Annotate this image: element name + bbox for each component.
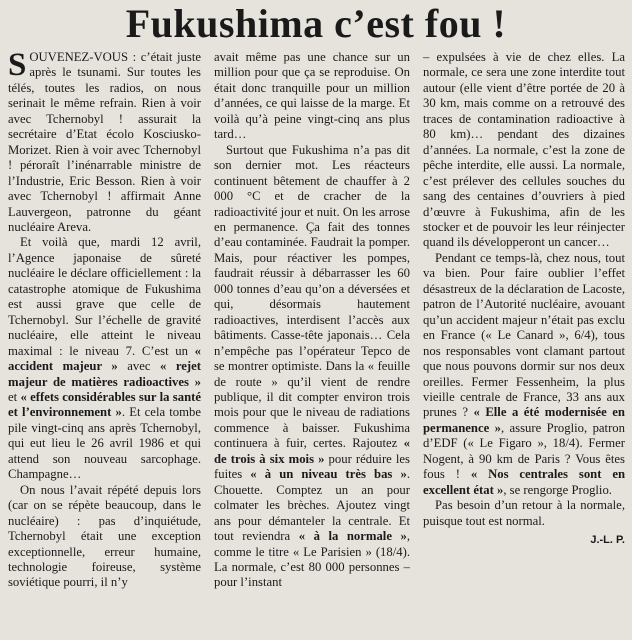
paragraph-text: Surtout que Fukushima n’a pas dit son dernier mot. Les réacteurs continuent bêtement de chauffer à 2 000 °C et de cracher de la radioactivité jour et nuit. On les arrose en permanence. Ça fait des tonnes d’eau contaminée. Faudrait la pomper. Mais, pour réactiver les pompes, faudrait réussir à débarrasser les 60 000 tonnes d’eau qu’on a déversées et qui, désormais hautement radioactives, interdisent l’accès aux bâtiments. Casse-tête japonais… Cela n’empêche pas l’opérateur Tepco de se montrer optimiste. Dans la « feuille de route » qu’il vient de rendre publique, il dit compter environ trois mois pour que le niveau de radiations commence à baisser. Fukushima continuera à fuir, certes. Rajoutez [214,142,410,451]
paragraph-text: : c’était juste après le tsunami. Sur toutes les télés, toutes les radios, on nous serinait le même refrain. Rien à voir avec Tchernobyl ! assurait la secrétaire d’Etat écolo Kosciusko-Morizet. Rien à voir avec Tchernobyl ! péroraît l’inénarrable ministre de l’Industrie, Eric Besson. Rien à voir avec Tchernobyl ! affirmait Anne Lauvergeon, patronne du géant nucléaire Areva. [8,50,201,234]
bold-quote: « effets considérables sur la santé et l’environnement » [8,389,201,420]
paragraph-text: Pendant ce temps-là, chez nous, tout va bien. Pour faire oublier l’effet désastreux de la déclaration de Lacoste, patron de l’Autorité nucléaire, avouant qu’un accident majeur n’était pas exclu en France (« Le Canard », 6/4), tous nos responsables vont clamant partout que nous pouvons dormir sur nos deux oreilles. Fermer Fessenheim, la plus vieille centrale de France, 33 ans aux prunes ? [423,250,625,420]
drop-cap: S [8,47,27,83]
lead-in: OUVENEZ-VOUS [29,50,129,64]
headline: Fukushima c’est fou ! [125,1,507,46]
paragraph-text: pour réduire les fuites [214,451,410,482]
bold-quote: « à un niveau très bas » [250,467,407,482]
paragraph: – expulsées à vie de chez elles. La normale, ce sera une zone interdite tout autour (elle vient d’être portée de 20 à 30 km, mais comme on a retrouvé des traces de contamination radioactive à 80 km)… pendant des dizaines d’années. La normale, c’est la zone de pêche interdite, elle aussi. La normale, c’est prélever des cellules souches du sang des centaines d’ouvriers à pied d’œuvre à Fukushima, afin de les stocker et de pouvoir les leur réinjecter quand ils développeront un cancer… [423,50,625,250]
paragraph-text: Et voilà que, mardi 12 avril, l’Agence japonaise de sûreté nucléaire le déclare officiellement : la catastrophe atomique de Fukushima est aussi grave que celle de Tchernobyl. Sur l’échelle de gravité nucléaire, elle atteint le niveau maximal : le niveau 7. C’est un [8,235,201,358]
paragraph: Pas besoin d’un retour à la normale, puisque tout est normal. [423,498,625,528]
author-signature: J.-L. P. [590,534,625,547]
article-column-3 [423,50,625,549]
article-column-2 [214,50,410,591]
bold-quote: « de trois à six mois » [214,436,410,466]
paragraph-text: avec [117,359,161,374]
paragraph-text: . Chouette. Comptez un an pour colmater les brèches. Ajoutez vingt ans pour démanteler la centrale. Et tout reviendra [214,467,410,544]
paragraph [8,47,201,235]
paragraph-text: , assure Proglio, patron d’EDF (« Le Figaro », 18/4). Fermer Nogent, à 90 km de Paris ? Vous êtes fous ! [423,420,625,482]
paragraph [214,143,410,591]
article-column-1 [8,47,201,591]
bold-quote: « accident majeur » [8,343,201,374]
paragraph-text: et [8,389,21,404]
paragraph-text: , comme le titre « Le Parisien » (18/4). La normale, c’est 80 000 personnes – pour l’instant [214,529,410,590]
paragraph [8,235,201,482]
paragraph [423,251,625,498]
bold-quote: « à la normale » [298,529,407,544]
bold-quote: « rejet majeur de matières radioactives » [8,359,201,389]
paragraph: avait même pas une chance sur un million pour que ça se reproduise. On était donc tranquille pour un million d’années, ce qui laisse de la marge. Et voilà qu’à peine vingt-cinq ans plus tard… [214,50,410,142]
bold-quote: « Nos centrales sont en excellent état » [423,467,626,497]
paragraph-text: , se rengorge Proglio. [503,482,612,497]
bold-quote: « Elle a été modernisée en permanence » [423,405,625,435]
paragraph: On nous l’avait répété depuis lors (car on se répète beaucoup, dans le nucléaire) : pas d’inquiétude, Tchernobyl était une exception exceptionnelle, erreur humaine, technologie foireuse, système soviétique pourri, il n’y [8,482,201,590]
paragraph-text: . Et cela tombe pile vingt-cinq ans après Tchernobyl, qui eut lieu le 26 avril 1986 et qui attend son nouveau sarcophage. Champagne… [8,405,201,482]
